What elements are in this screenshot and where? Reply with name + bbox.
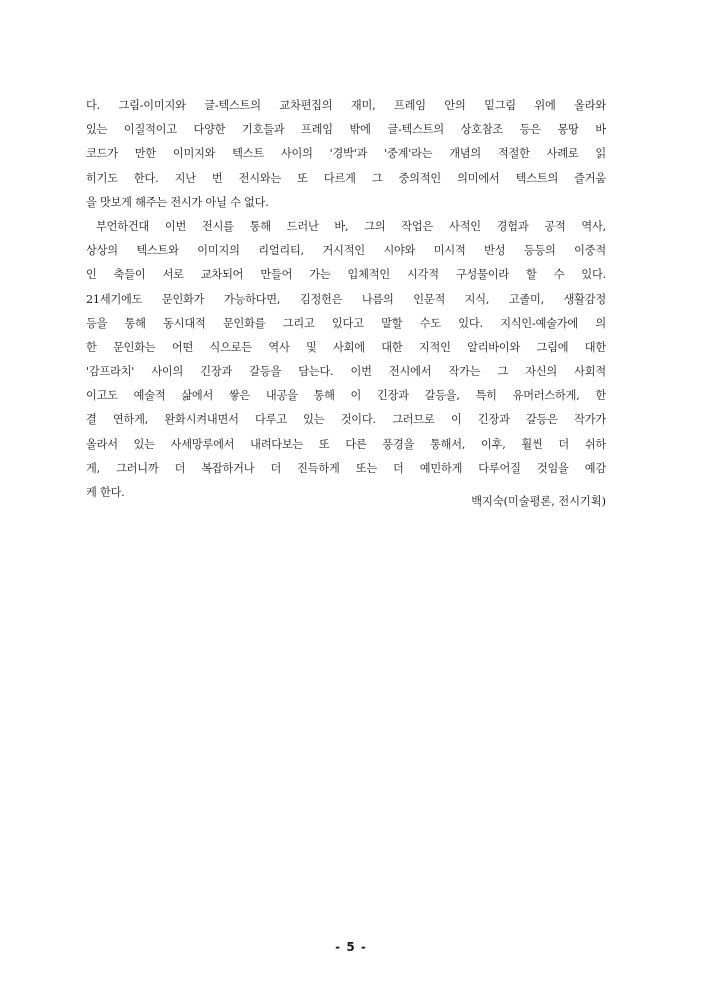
text-line: 21세기에도 문인화가 가능하다면, 김정헌은 나름의 인문적 지식, 고졸미, 생활감정 [86, 292, 606, 306]
paragraph-2 [86, 215, 606, 505]
author-signature: 백지숙(미술평론, 전시기획) [471, 495, 606, 508]
text-line: 다. 그림-이미지와 글-텍스트의 교차편집의 재미, 프레임 안의 밑그림 위에 올라와 [86, 99, 606, 112]
text-line: '감프라치' 사이의 긴장과 갈등을 담는다. 이번 전시에서 작가는 그 자신의 사회적 [86, 365, 606, 379]
text-line: 을 맛보게 해주는 전시가 아닐 수 없다. [86, 195, 269, 209]
essay-text [86, 94, 606, 505]
text-line: 게, 그러니까 더 복잡하거나 더 진득하게 또는 더 예민하게 다루어질 것임을 예감 [86, 461, 606, 475]
text-line: 결 연하게, 완화시켜내면서 다루고 있는 것이다. 그러므로 이 긴장과 갈등은 작가가 [86, 413, 606, 427]
text-line: 상상의 텍스트와 이미지의 리얼리티, 거시적인 시야와 미시적 반성 등등의 이중적 [86, 244, 606, 258]
text-line: 등을 통해 동시대적 문인화를 그리고 있다고 말할 수도 있다. 지식인-예술가에 의 [86, 316, 606, 330]
text-line: 케 한다. [86, 486, 125, 499]
page-number: - 5 - [335, 940, 367, 954]
text-line: 있는 이질적이고 다양한 기호들과 프레임 밖에 글-텍스트의 상호참조 등은 몽땅 바 [86, 123, 606, 137]
text-line: 인 축들이 서로 교차되어 만들어 가는 입체적인 시각적 구성물이라 할 수 있다. [86, 268, 606, 282]
text-line: 히기도 한다. 지난 번 전시와는 또 다르게 그 중의적인 의미에서 텍스트의 즐거움 [86, 171, 606, 185]
text-line: 한 문인화는 어떤 식으로든 역사 및 사회에 대한 지적인 알리바이와 그림에 대한 [86, 340, 606, 354]
text-line: 부언하건대 이번 전시를 통해 드러난 바, 그의 작업은 사적인 경험과 공적 역사, [96, 219, 606, 233]
text-line: 올라서 있는 사세망루에서 내려다보는 또 다른 풍경을 통해서, 이후, 훨씬 더 쉬하 [86, 437, 606, 451]
paragraph-1 [86, 94, 606, 215]
text-line: 이고도 예술적 삶에서 쌓은 내공을 통해 이 긴장과 갈등을, 특히 유머러스하게, 한 [86, 389, 606, 403]
text-line: 코드가 만한 이미지와 텍스트 사이의 '경박'과 '중계'라는 개념의 적절한 사례로 읽 [86, 147, 606, 161]
